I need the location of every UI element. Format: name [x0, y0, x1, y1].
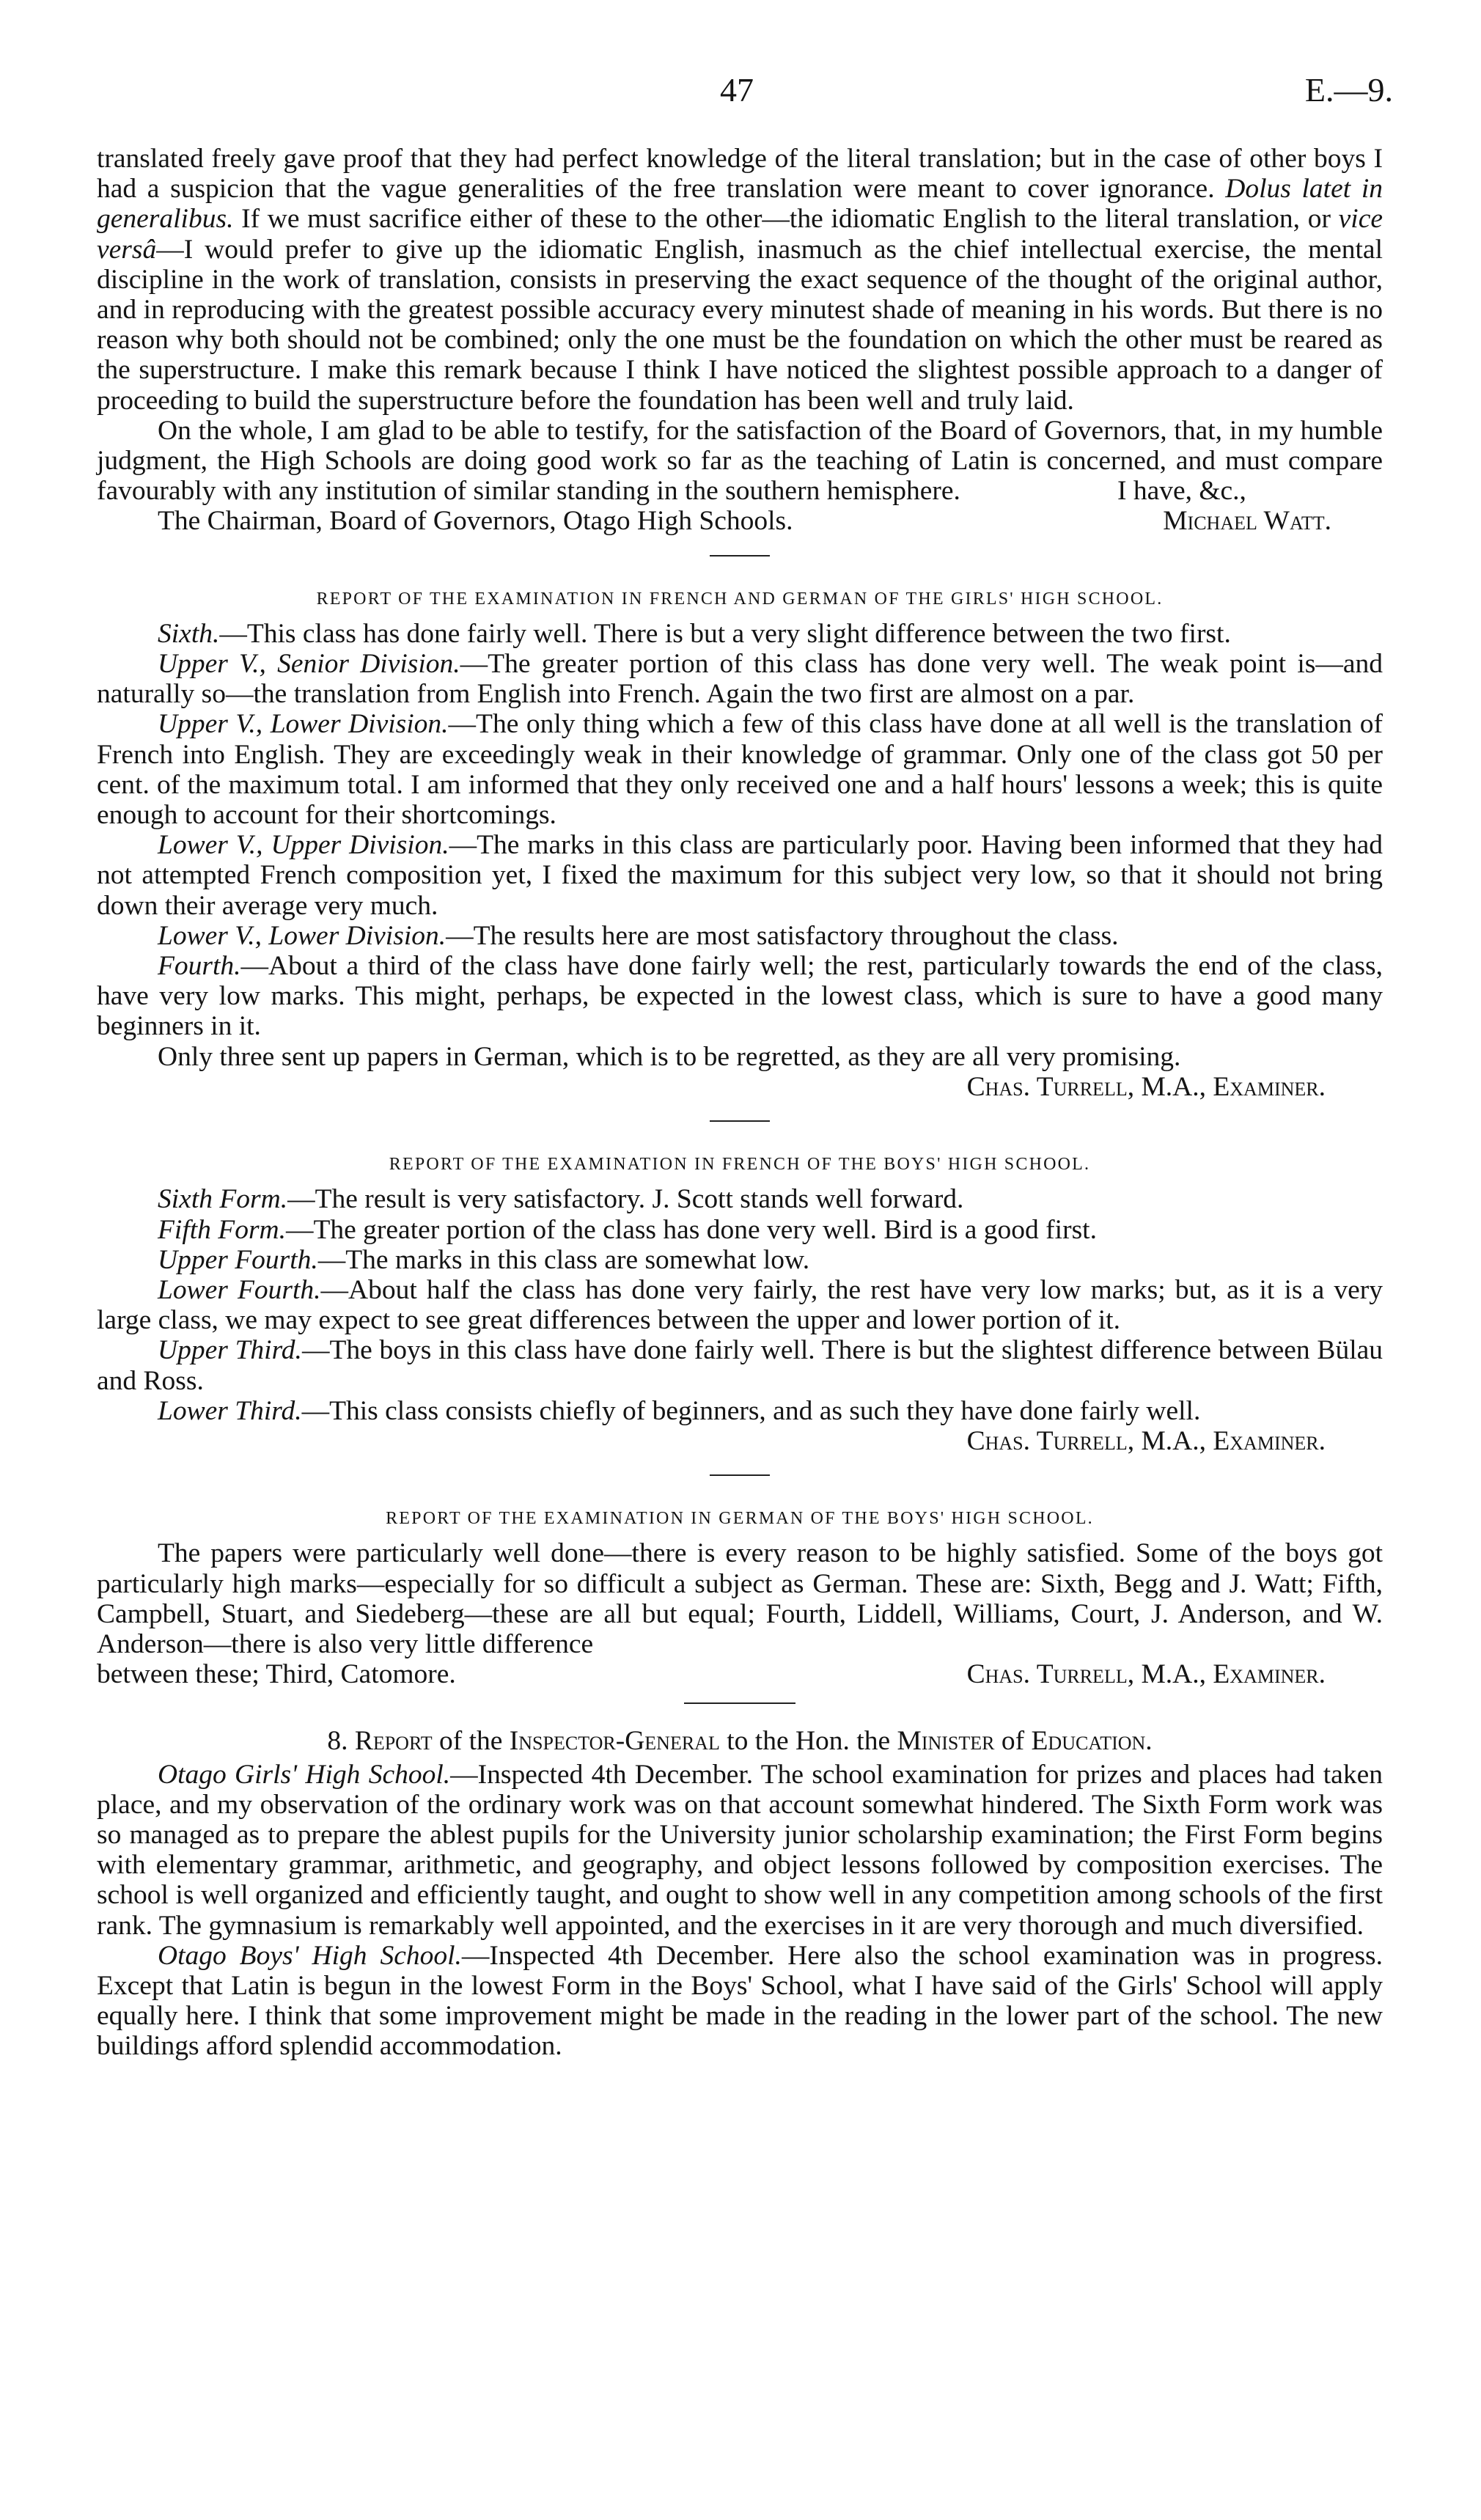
boys-upper-fourth: Upper Fourth.—The marks in this class are somewhat low. — [158, 1244, 810, 1275]
addressee: The Chairman, Board of Governors, Otago High Schools. — [158, 506, 793, 537]
heading-girls-french-german: REPORT OF THE EXAMINATION IN FRENCH AND GERMAN OF THE GIRLS' HIGH SCHOOL. — [316, 589, 1164, 609]
signature-turrell-2: Chas. Turrell, M.A., Examiner. — [966, 1425, 1326, 1456]
latin-report-paragraph: translated freely gave proof that they had perfect knowledge of the literal translation; but in the case of other boys I had a suspicion that the vague generalities of the free translation were meant to cover ignorance. Dolus latet in generalibus. If we must sacrifice either of these to the other—the idiomatic English to the literal translation, or vice versâ—I would prefer to give up the idiomatic English, inasmuch as the chief intellectual exercise, the mental discipline in the work of translation, consists in preserving the exact sequence of the thought of the original author, and in reproducing with the greatest possible accuracy every minutest shade of meaning in his words. But there is no reason why both should not be combined; only the one must be the foundation on which the other must be reared as the superstructure. I make this remark because I think I have noticed the slightest possible approach to a danger of proceeding to build the superstructure before the foundation has been well and truly laid. — [97, 144, 1383, 416]
girls-lower-v-upper: Lower V., Upper Division.—The marks in this class are particularly poor. Having been informed that they had not attempted French composition yet, I fixed the maximum for this subject very low, so that it should not bring down their average very much. — [97, 830, 1383, 921]
section-divider — [710, 1474, 770, 1476]
girls-german-note: Only three sent up papers in German, which is to be regretted, as they are all very promising. — [158, 1041, 1181, 1072]
inspector-boys-school: Otago Boys' High School.—Inspected 4th December. Here also the school examination was in progress. Except that Latin is begun in the lowest Form in the Boys' School, what I have said of the Girls' School will apply equally here. I think that some improvement might be made in the reading in the lower part of the school. The new buildings afford splendid accommodation. — [97, 1940, 1383, 2062]
signature-watt: Michael Watt. — [1163, 506, 1331, 537]
girls-upper-v-lower: Upper V., Lower Division.—The only thing which a few of this class have done at all well is the translation of French into English. They are exceedingly weak in their knowledge of grammar. Only one of the class got 50 per cent. of the maximum total. I am informed that they only received one and a half hours' lessons a week; this is quite enough to account for their shortcomings. — [97, 709, 1383, 831]
boys-upper-third: Upper Third.—The boys in this class have done fairly well. There is but the slightest difference between Bülau and Ross. — [97, 1335, 1383, 1396]
signature-turrell-1: Chas. Turrell, M.A., Examiner. — [966, 1071, 1326, 1102]
section-divider — [710, 555, 770, 556]
document-reference: E.—9. — [1304, 71, 1393, 109]
girls-fourth: Fourth.—About a third of the class have done fairly well; the rest, particularly towards the end of the class, have very low marks. This might, perhaps, be expected in the lowest class, which is sure to have a good many beginners in it. — [97, 951, 1383, 1042]
page-body — [97, 144, 1383, 2062]
boys-fifth-form: Fifth Form.—The greater portion of the class has done very well. Bird is a good first. — [158, 1214, 1097, 1245]
girls-lower-v-lower: Lower V., Lower Division.—The results here are most satisfactory throughout the class. — [158, 920, 1119, 951]
girls-upper-v-senior: Upper V., Senior Division.—The greater portion of this class has done very well. The weak point is—and naturally so—the translation from English into French. Again the two first are almost on a par. — [97, 649, 1383, 710]
section-divider — [684, 1702, 795, 1704]
boys-sixth-form: Sixth Form.—The result is very satisfactory. J. Scott stands well forward. — [158, 1184, 964, 1215]
girls-sixth: Sixth.—This class has done fairly well. There is but a very slight difference between the two first. — [158, 618, 1231, 649]
boys-german-last-line: between these; Third, Catomore. Chas. Turrell, M.A., Examiner. — [97, 1659, 1326, 1690]
page-number: 47 — [720, 71, 754, 109]
latin-quote: Dolus latet in generalibus. — [97, 174, 1383, 235]
inspector-girls-school: Otago Girls' High School.—Inspected 4th December. The school examination for prizes and places had taken place, and my observation of the ordinary work was on that account somewhat hindered. The Sixth Form work was so managed as to prepare the ablest pupils for the University junior scholarship examination; the First Form begins with elementary grammar, arithmetic, and geography, and object lessons followed by composition exercises. The school is well organized and efficiently taught, and ought to show well in any competition among schools of the first rank. The gymnasium is remarkably well appointed, and the exercises in it are very thorough and much diversified. — [97, 1759, 1383, 1941]
heading-inspector-report: 8. Report of the Inspector-General to the Hon. the Minister of Education. — [327, 1726, 1153, 1757]
signature-turrell-3: Chas. Turrell, M.A., Examiner. — [966, 1659, 1326, 1690]
latin-report-conclusion: On the whole, I am glad to be able to testify, for the satisfaction of the Board of Governors, that, in my humble judgment, the High Schools are doing good work so far as the teaching of Latin is concerned, and must compare favourably with any institution of similar standing in the southern hemisphere. I have, &c., — [97, 415, 1383, 507]
boys-german-report: The papers were particularly well done—there is every reason to be highly satisfied. Some of the boys got particularly high marks—especially for so difficult a subject as German. These are: Sixth, Begg and J. Watt; Fifth, Campbell, Stuart, and Siedeberg—these are all but equal; Fourth, Liddell, Williams, Court, J. Anderson, and W. Anderson—there is also very little difference — [97, 1538, 1383, 1659]
heading-boys-german: REPORT OF THE EXAMINATION IN GERMAN OF THE BOYS' HIGH SCHOOL. — [386, 1509, 1094, 1529]
boys-lower-fourth: Lower Fourth.—About half the class has done very fairly, the rest have very low marks; but, as it is a very large class, we may expect to see great differences between the upper and lower portion of it. — [97, 1274, 1383, 1336]
addressee-line — [97, 506, 1383, 536]
boys-lower-third: Lower Third.—This class consists chiefly of beginners, and as such they have done fairly well. — [158, 1395, 1201, 1426]
section-divider — [710, 1120, 770, 1122]
heading-boys-french: REPORT OF THE EXAMINATION IN FRENCH OF THE BOYS' HIGH SCHOOL. — [389, 1155, 1091, 1175]
